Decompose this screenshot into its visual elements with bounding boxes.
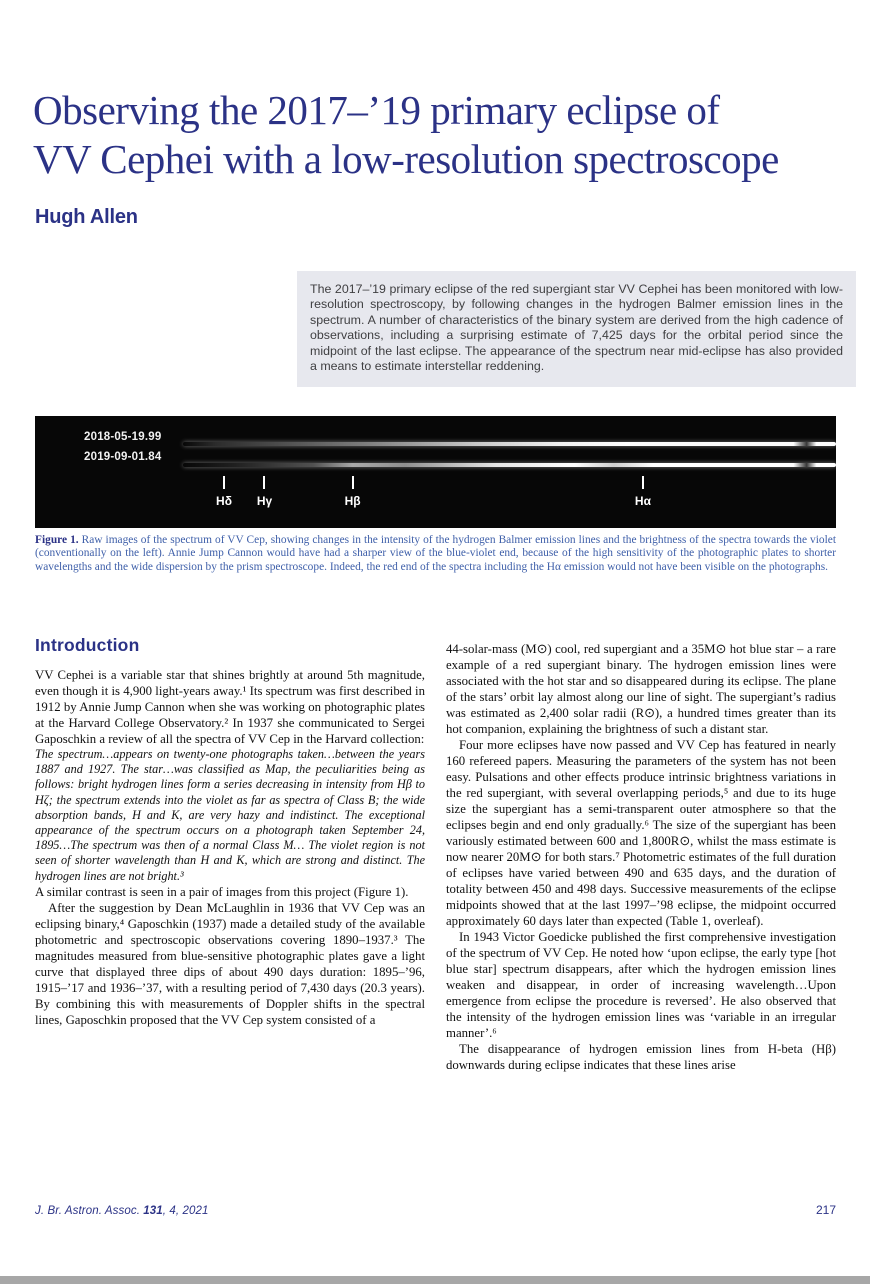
right-column xyxy=(446,637,836,1073)
tick-mark xyxy=(223,476,225,489)
intro-paragraph-6: In 1943 Victor Goedicke published the first comprehensive investigation of the spectrum of VV Cep. He noted how ‘upon eclipse, the early type [hot blue star] spectrum disappears, after which the hydrogen emission lines weaken and disappear, in order of increasing wavelength…Upon emergence from eclipse the procedure is reversed’. He also observed that the intensity of the hydrogen emission lines was ‘variable in an irregular manner’.⁶ xyxy=(446,930,836,1040)
body-columns xyxy=(35,637,836,1073)
left-column xyxy=(35,637,425,1073)
spectrum-streak-2018 xyxy=(183,442,836,446)
spectrum-streak-2019 xyxy=(183,463,836,467)
journal-issue-year: , 4, 2021 xyxy=(162,1205,209,1217)
tick-mark xyxy=(642,476,644,489)
balmer-line-label: Hβ xyxy=(344,494,361,508)
intro-paragraph-5: Four more eclipses have now passed and VV Cep has featured in nearly 160 refereed papers. Measuring the parameters of the system has not been easy. Pulsations and other effects produce intrinsic brightness variations in the red supergiant, with several overlapping periods,⁵ and due to its huge size the supergiant has a semi-transparent outer atmosphere so that the eclipses begin and end only gradually.⁶ The size of the supergiant has been variously estimated between 600 and 1,800R⊙, whilst the mass estimate is now nearer 20M⊙ for both stars.⁷ Photometric estimates of the full duration of eclipses have varied between 490 and 635 days, and the duration of totality between 450 and 498 days. Successive measurements of the eclipse midpoints showed that at the last 1997–’98 eclipse, the midpoint occurred approximately 60 days later than expected (Table 1, overleaf). xyxy=(446,738,836,928)
intro-paragraph-4: 44-solar-mass (M⊙) cool, red supergiant and a 35M⊙ hot blue star – a rare example of a red supergiant binary. The hydrogen emission lines were associated with the hot star and so disappeared during its eclipse. The plane of the stars’ orbit lay almost along our line of sight. The supergiant’s radius was estimated as 2,400 solar radii (R⊙), a hundred times greater than its hot companion, explaining the brightness of such a distant star. xyxy=(446,642,836,736)
bottom-scan-edge-bar xyxy=(0,1276,870,1284)
cannon-quote: The spectrum…appears on twenty-one photographs taken…between the years 1887 and 1927. The star…was classified as Map, the peculiarities being as follows: bright hydrogen lines form a series decreasing in intensity from Hβ to Hζ; the spectrum extends into the violet as far as spectra of Class B; the wide absorption bands, H and K, are very hazy and indistinct. The exceptional appearance of the spectrum occurs on a photograph taken September 24, 1895…The spectrum was then of a normal Class M… The violet region is not seen of shorter wavelength than H and K, which are strong and distinct. The hydrogen lines are not bright.³ xyxy=(35,747,425,883)
balmer-line-label: Hγ xyxy=(256,494,273,508)
journal-reference xyxy=(35,1205,208,1217)
author-name: Hugh Allen xyxy=(35,206,138,228)
figure-1-spectrum-image xyxy=(35,416,836,528)
figure-caption-label: Figure 1. xyxy=(35,534,79,546)
spectrum-date-label-2019: 2019-09-01.84 xyxy=(84,451,162,463)
intro-paragraph-7: The disappearance of hydrogen emission lines from H-beta (Hβ) downwards during eclipse indicates that these lines arise xyxy=(446,1042,836,1072)
balmer-line-label: Hδ xyxy=(216,494,233,508)
figure-caption-text: Raw images of the spectrum of VV Cep, showing changes in the intensity of the hydrogen Balmer emission lines and the brightness of the spectra towards the violet (conventionally on the left). Annie Jump Cannon would have had a sharper view of the blue-violet end, because of the high sensitivity of the photographic plates to shorter wavelengths and the wide dispersion by the prism spectroscope. Indeed, the red end of the spectra including the Hα emission would not have been visible on the photographs. xyxy=(35,534,836,573)
page-title xyxy=(33,86,853,184)
page-title-line-2: VV Cephei with a low-resolution spectroscope xyxy=(33,136,779,182)
tick-mark xyxy=(352,476,354,489)
page-footer xyxy=(35,1203,836,1217)
abstract-text: The 2017–’19 primary eclipse of the red supergiant star VV Cephei has been monitored with low-resolution spectroscopy, by following changes in the hydrogen Balmer emission lines in the spectrum. A number of characteristics of the binary system are derived from the high cadence of observations, including a surprising estimate of 7,425 days for the orbital period since the midpoint of the last eclipse. The appearance of the spectrum near mid-eclipse has also provided a means to estimate interstellar reddening. xyxy=(310,282,843,374)
intro-paragraph-2: A similar contrast is seen in a pair of images from this project (Figure 1). xyxy=(35,884,409,899)
journal-name: J. Br. Astron. Assoc. xyxy=(35,1205,144,1217)
intro-paragraph-1: VV Cephei is a variable star that shines brightly at around 5th magnitude, even though it is 4,900 light-years away.¹ Its spectrum was first described in 1912 by Annie Jump Cannon when she was working on photographic plates at the Harvard College Observatory.² In 1937 she communicated to Sergei Gaposchkin a review of all the spectra of VV Cep in the Harvard collection: xyxy=(35,668,425,746)
intro-paragraph-3: After the suggestion by Dean McLaughlin in 1936 that VV Cep was an eclipsing binary,⁴ Gaposchkin (1937) made a detailed study of the available photometric and spectroscopic observations covering 1890–1937.³ The magnitudes measured from blue-sensitive photographic plates gave a light curve that displayed three dips of about 490 days duration: 1895–’96, 1915–’17 and 1936–’37, with a resulting period of 7,430 days (20.3 years). By combining this with measurements of Doppler shifts in the spectral lines, Gaposchkin proposed that the VV Cep system consisted of a xyxy=(35,900,425,1027)
page-number: 217 xyxy=(815,1203,836,1217)
tick-mark xyxy=(263,476,265,489)
introduction-heading: Introduction xyxy=(35,635,140,655)
balmer-line-label: Hα xyxy=(634,494,651,508)
abstract-box xyxy=(297,271,856,387)
spectrum-date-label-2018: 2018-05-19.99 xyxy=(84,431,162,443)
journal-volume: 131 xyxy=(143,1205,163,1217)
page-title-line-1: Observing the 2017–’19 primary eclipse of xyxy=(33,87,720,133)
figure-1-caption xyxy=(35,534,836,574)
